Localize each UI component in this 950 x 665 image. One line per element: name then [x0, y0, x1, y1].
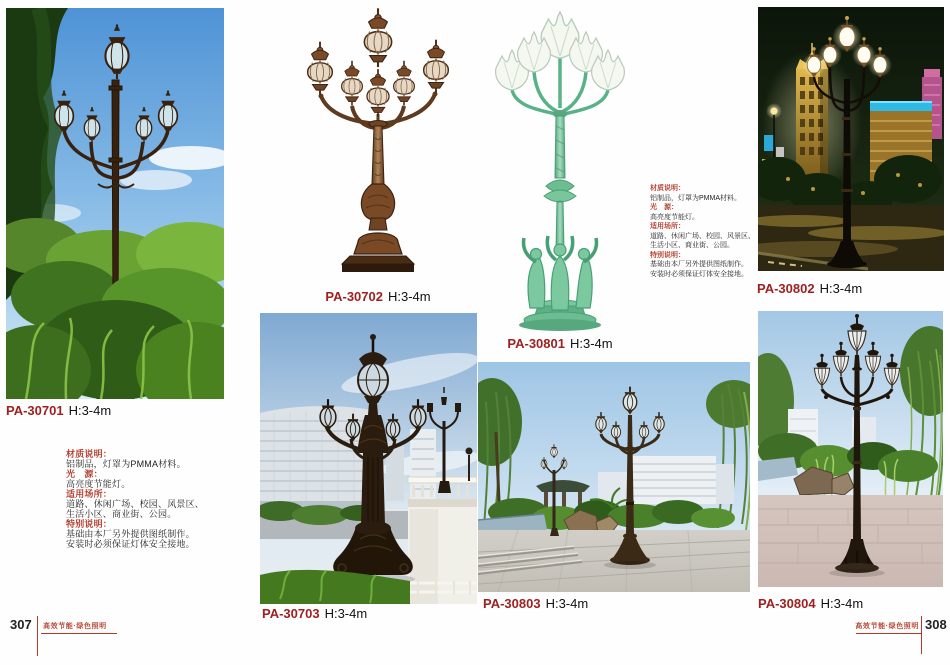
footer-slogan-underline: [41, 633, 117, 634]
footer-slogan-underline: [856, 633, 921, 634]
special-text-line2: 安装时必须保证灯体安全接地。: [650, 270, 748, 278]
footer-slogan-left: 高效节能·绿色照明: [43, 623, 107, 630]
light-source-text: 高亮度节能灯。: [650, 213, 699, 221]
product-label-pa-30802: [757, 281, 862, 297]
product-spec: H:3-4m: [819, 281, 863, 296]
product-spec: H:3-4m: [569, 336, 613, 351]
product-photo-pa-30701: [6, 8, 224, 399]
product-label-pa-30702: [292, 289, 464, 305]
spec-description-block: [66, 449, 276, 549]
usage-text-line1: 道路、休闲广场、校园、风景区、: [66, 499, 205, 509]
product-spec: H:3-4m: [324, 606, 368, 621]
product-photo-pa-30703: [260, 313, 477, 604]
product-photo-pa-30702: [292, 6, 464, 286]
usage-label: 适用场所：: [650, 223, 685, 230]
light-source-text: 高亮度节能灯。: [66, 479, 131, 489]
product-code: PA-30801: [507, 336, 565, 351]
special-label: 特别说明：: [650, 251, 685, 259]
product-spec: H:3-4m: [387, 289, 431, 304]
product-photo-pa-30801: [468, 10, 652, 332]
usage-text-line2: 生活小区、商业街、公园。: [66, 509, 177, 519]
special-text-line1: 基础由本厂另外提供图纸制作。: [650, 261, 748, 268]
usage-text-line2: 生活小区、商业街、公园。: [650, 242, 734, 249]
product-label-pa-30804: [758, 596, 863, 612]
material-label: 材质说明：: [650, 185, 685, 192]
park-goblet-lamp-photo-illustration: [758, 311, 943, 587]
product-spec: H:3-4m: [545, 596, 589, 611]
light-source-label: 光 源：: [66, 469, 103, 479]
usage-label: 适用场所：: [66, 489, 113, 499]
product-spec: H:3-4m: [68, 403, 112, 418]
product-photo-pa-30803: [478, 362, 750, 592]
green-sculpture-flower-lamp-illustration: [468, 10, 652, 332]
light-source-label: 光 源：: [650, 204, 678, 211]
night-street-lamp-photo-illustration: [758, 7, 944, 271]
footer-divider-line: [37, 616, 38, 656]
product-code: PA-30703: [262, 606, 320, 621]
product-label-pa-30701: [6, 403, 111, 419]
copper-candelabra-lamp-illustration: [292, 6, 464, 286]
product-code: PA-30804: [758, 596, 816, 611]
material-text: 铝制品，灯罩为PMMA材料。: [650, 194, 741, 202]
footer-slogan-right: 高效节能·绿色照明: [855, 623, 919, 630]
product-label-pa-30803: [483, 596, 588, 612]
product-code: PA-30802: [757, 281, 815, 296]
product-spec: H:3-4m: [820, 596, 864, 611]
material-text: 铝制品，灯罩为PMMA材料。: [66, 459, 186, 469]
product-code: PA-30702: [325, 289, 383, 304]
product-label-pa-30801: [468, 336, 652, 352]
product-label-pa-30703: [262, 606, 367, 622]
garden-lamp-photo-illustration: [6, 8, 224, 399]
product-photo-pa-30804: [758, 311, 943, 587]
park-lamps-photo-illustration: [478, 362, 750, 592]
page-number-left: 307: [10, 617, 32, 632]
product-photo-pa-30802: [758, 7, 944, 271]
product-code: PA-30803: [483, 596, 541, 611]
footer-divider-line: [921, 616, 922, 654]
special-text-line1: 基础由本厂另外提供图纸制作。: [66, 529, 195, 539]
special-text-line2: 安装时必须保证灯体安全接地。: [66, 539, 195, 549]
product-code: PA-30701: [6, 403, 64, 418]
usage-text-line1: 道路、休闲广场、校园、风景区、: [650, 232, 755, 240]
plaza-ornate-lamp-photo-illustration: [260, 313, 477, 604]
special-label: 特别说明：: [66, 519, 113, 529]
page-number-right: 308: [925, 617, 947, 632]
material-label: 材质说明：: [66, 449, 113, 459]
spec-description-block: [650, 184, 756, 279]
